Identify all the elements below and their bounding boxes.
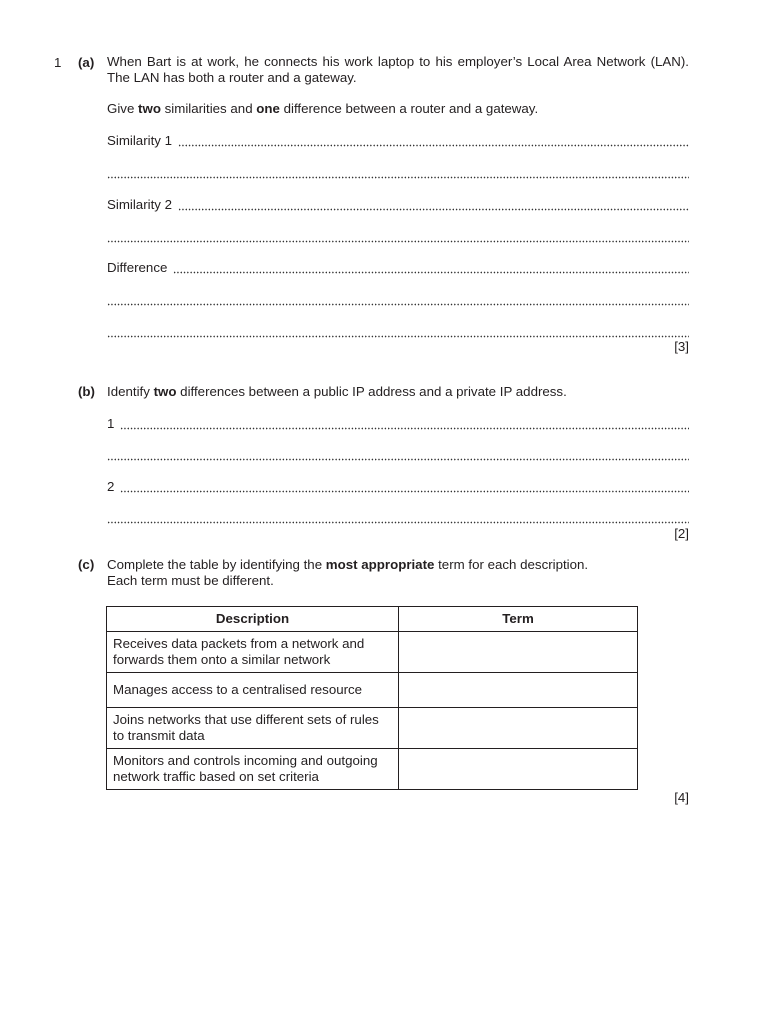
difference-answer-line-3[interactable] xyxy=(107,324,689,340)
term-answer-cell[interactable] xyxy=(399,632,638,673)
description-cell: Receives data packets from a network and forwards them onto a similar network xyxy=(107,632,399,673)
difference-answer-line[interactable] xyxy=(107,260,689,276)
similarity-1-answer-line-2[interactable] xyxy=(107,165,689,181)
difference-label: Difference xyxy=(107,260,168,275)
table-header-row xyxy=(107,607,638,632)
part-c-marks: [4] xyxy=(674,790,689,805)
description-cell: Manages access to a centralised resource xyxy=(107,673,399,708)
similarity-2-answer-line[interactable] xyxy=(107,197,689,213)
part-b-instruction: Identify two differences between a public IP address and a private IP address. xyxy=(107,384,567,399)
answer-line-2[interactable] xyxy=(107,479,689,495)
answer-2-label: 2 xyxy=(107,479,115,494)
table-row xyxy=(107,673,638,708)
part-a-marks: [3] xyxy=(674,339,689,354)
similarity-2-label: Similarity 2 xyxy=(107,197,173,212)
question-number: 1 xyxy=(54,55,62,70)
term-answer-cell[interactable] xyxy=(399,749,638,790)
part-b-marks: [2] xyxy=(674,526,689,541)
part-c-instruction: Complete the table by identifying the most appropriate term for each description. Each term must be different. xyxy=(107,557,589,588)
table-row xyxy=(107,632,638,673)
answer-line-1[interactable] xyxy=(107,416,689,432)
description-header: Description xyxy=(107,607,399,632)
part-a-intro: When Bart is at work, he connects his work laptop to his employer’s Local Area Network (LAN). The LAN has both a router and a gateway. xyxy=(107,54,689,85)
similarity-1-label: Similarity 1 xyxy=(107,133,173,148)
term-answer-cell[interactable] xyxy=(399,708,638,749)
table-row xyxy=(107,749,638,790)
description-cell: Joins networks that use different sets of rules to transmit data xyxy=(107,708,399,749)
table-row xyxy=(107,708,638,749)
answer-line-1-cont[interactable] xyxy=(107,447,689,463)
difference-answer-line-2[interactable] xyxy=(107,292,689,308)
answer-1-label: 1 xyxy=(107,416,115,431)
terms-table xyxy=(106,606,638,790)
part-a-instruction: Give two similarities and one difference between a router and a gateway. xyxy=(107,101,539,116)
part-b-label: (b) xyxy=(78,384,95,399)
term-header: Term xyxy=(399,607,638,632)
part-c-label: (c) xyxy=(78,557,95,572)
description-cell: Monitors and controls incoming and outgoing network traffic based on set criteria xyxy=(107,749,399,790)
similarity-1-answer-line[interactable] xyxy=(107,133,689,149)
part-a-label: (a) xyxy=(78,55,95,70)
similarity-2-answer-line-2[interactable] xyxy=(107,229,689,245)
term-answer-cell[interactable] xyxy=(399,673,638,708)
answer-line-2-cont[interactable] xyxy=(107,510,689,526)
